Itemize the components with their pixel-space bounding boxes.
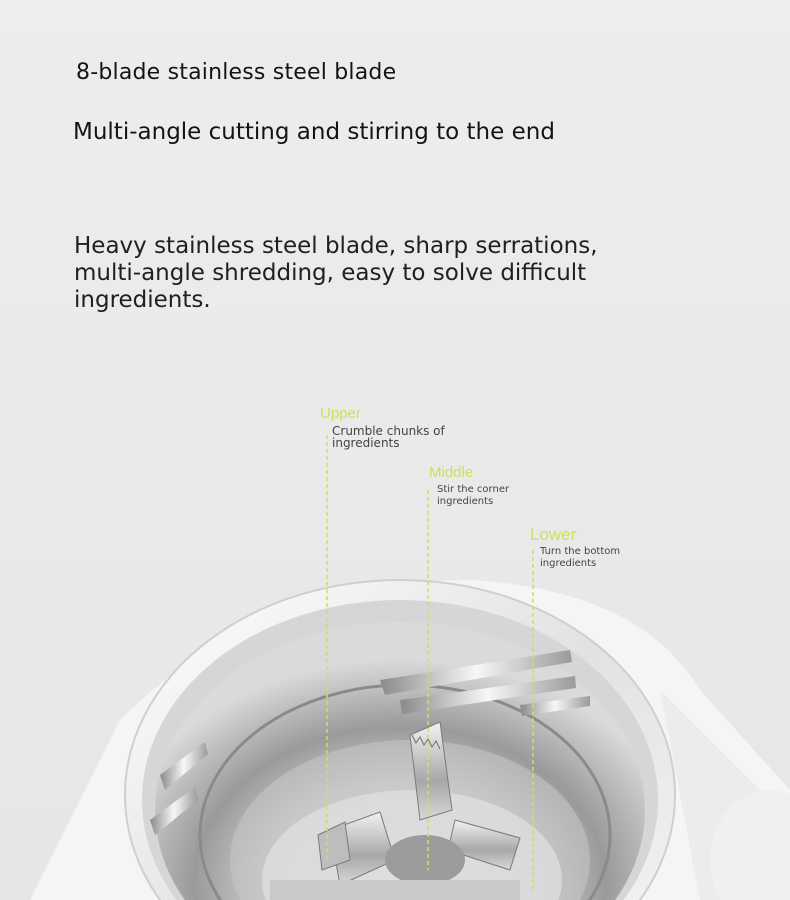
callout-lower-title: Lower [530,525,577,544]
callout-upper-desc: Crumble chunks of ingredients [332,424,445,450]
callout-middle-title: Middle [429,464,474,481]
headline: 8-blade stainless steel blade [76,60,397,85]
callout-lower [530,526,650,570]
callout-upper-title: Upper [320,405,361,422]
callout-lower-desc: Turn the bottom ingredients [540,546,621,569]
callout-middle-desc: Stir the corner ingredients [437,484,510,507]
subtitle: Multi-angle cutting and stirring to the end [73,119,555,145]
callout-middle [429,464,547,508]
description: Heavy stainless steel blade, sharp serrations, multi-angle shredding, easy to solve difficult ingredients. [74,233,598,313]
callout-upper [320,405,462,449]
